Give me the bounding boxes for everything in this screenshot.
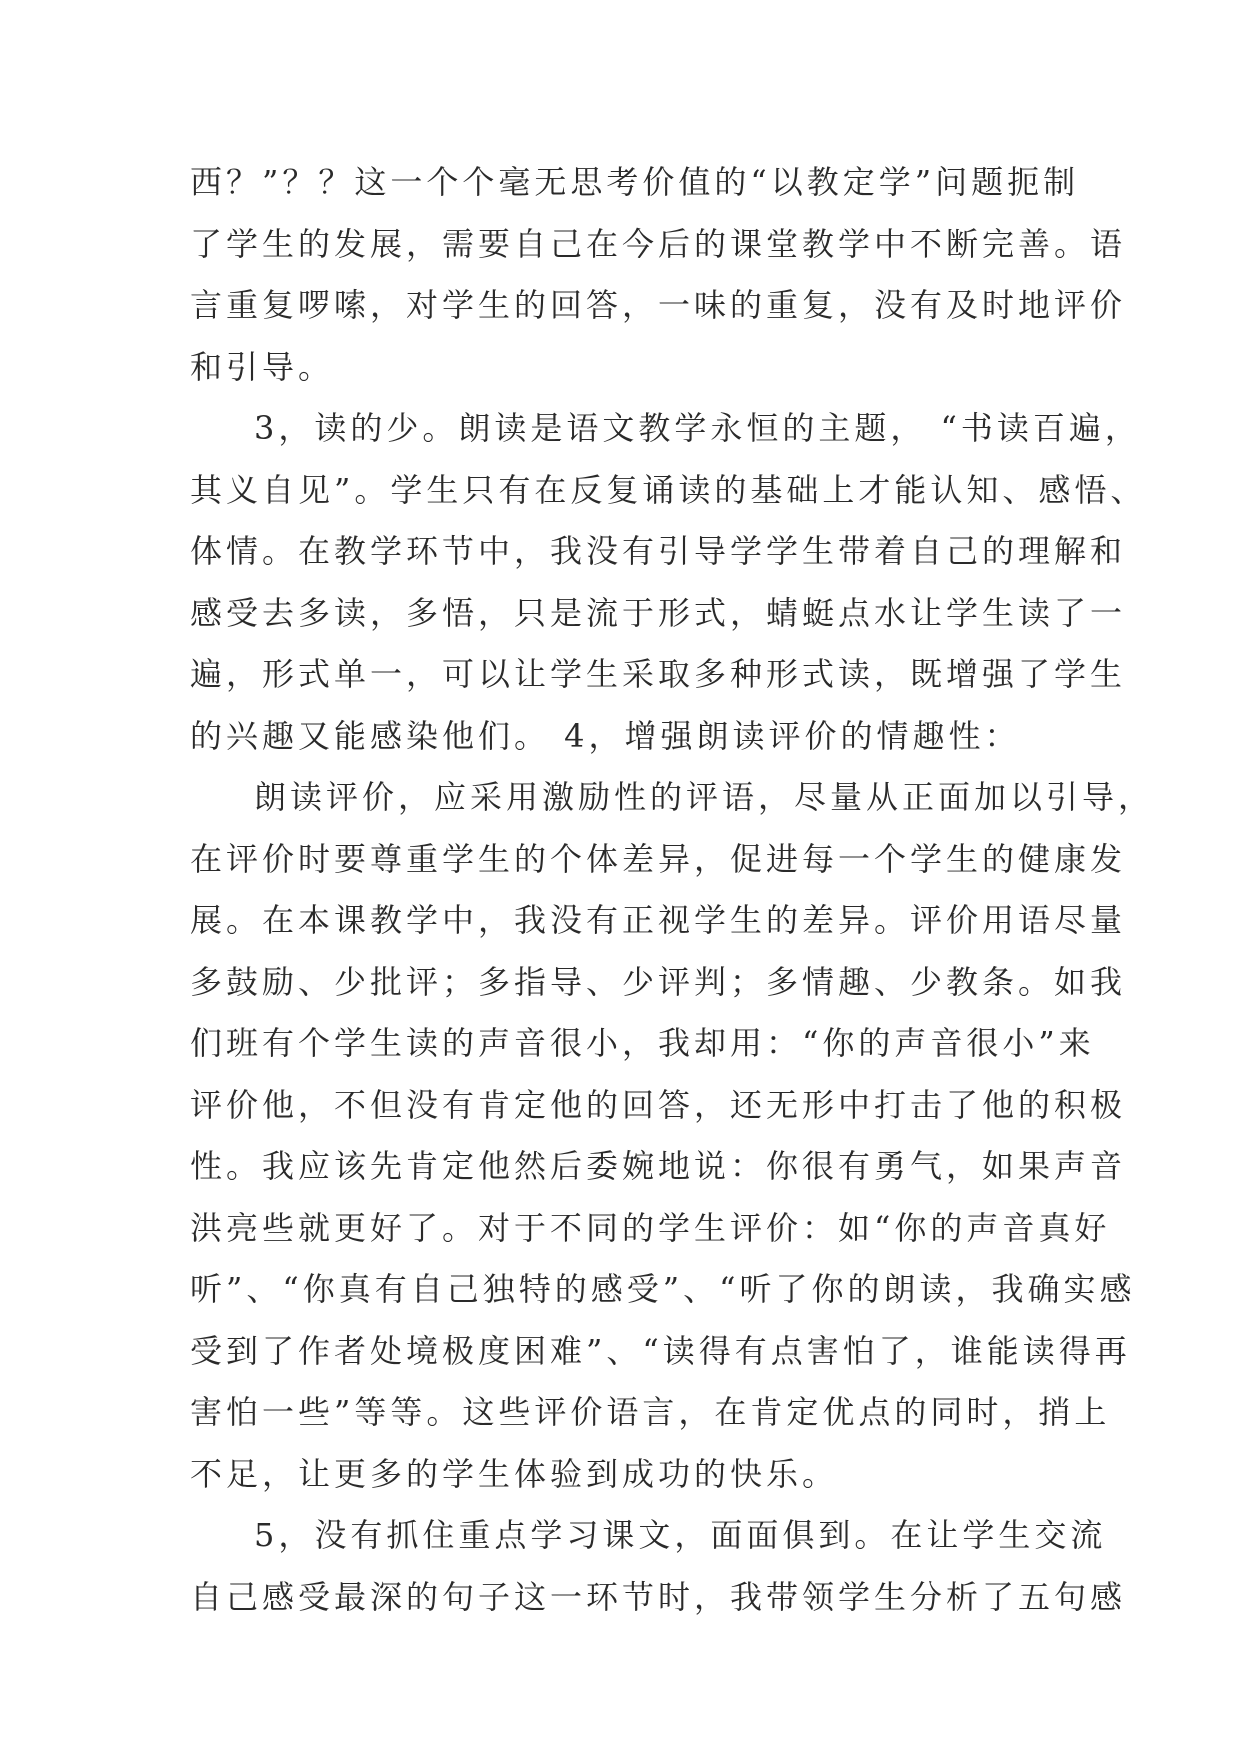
paragraph-1 [190, 152, 1127, 398]
text-line: 洪亮些就更好了。对于不同的学生评价：如“你的声音真好 [190, 1208, 1111, 1247]
text-line: 评价他，不但没有肯定他的回答，还无形中打击了他的积极 [190, 1085, 1127, 1124]
text-line: 性。我应该先肯定他然后委婉地说：你很有勇气，如果声音 [190, 1147, 1127, 1185]
text-line: 不足，让更多的学生体验到成功的快乐。 [190, 1454, 839, 1493]
paragraph-3 [190, 767, 1155, 1505]
text-line: 自己感受最深的句子这一环节时，我带领学生分析了五句感 [190, 1577, 1127, 1616]
text-line: 其义自见”。学生只有在反复诵读的基础上才能认知、感悟、 [190, 470, 1147, 509]
text-line: 言重复啰嗦，对学生的回答，一味的重复，没有及时地评价 [190, 286, 1127, 324]
text-line: 西？”？？这一个个毫无思考价值的“以教定学”问题扼制 [190, 163, 1080, 201]
paragraph-2 [190, 398, 1147, 767]
paragraph-4 [190, 1505, 1127, 1628]
text-line: 听”、“你真有自己独特的感受”、“听了你的朗读，我确实感 [190, 1270, 1136, 1308]
text-line: 多鼓励、少批评；多指导、少评判；多情趣、少教条。如我 [190, 962, 1127, 1001]
text-line: 和引导。 [190, 347, 335, 386]
text-line: 遍，形式单一，可以让学生采取多种形式读，既增强了学生 [190, 655, 1127, 693]
text-line: 感受去多读，多悟，只是流于形式，蜻蜓点水让学生读了一 [190, 593, 1127, 632]
text-line: 朗读评价，应采用激励性的评语，尽量从正面加以引导， [254, 778, 1155, 816]
text-line: 害怕一些”等等。这些评价语言，在肯定优点的同时，捎上 [190, 1393, 1111, 1431]
text-line: 受到了作者处境极度困难”、“读得有点害怕了，谁能读得再 [190, 1331, 1131, 1370]
text-line: 体情。在教学环节中，我没有引导学学生带着自己的理解和 [190, 532, 1127, 570]
text-line: 了学生的发展，需要自己在今后的课堂教学中不断完善。语 [190, 224, 1127, 263]
text-line: 在评价时要尊重学生的个体差异，促进每一个学生的健康发 [190, 839, 1127, 878]
text-line: 的兴趣又能感染他们。 4，增强朗读评价的情趣性： [190, 716, 1021, 755]
text-line: 3，读的少。朗读是语文教学永恒的主题， “书读百遍， [254, 409, 1141, 447]
text-line: 展。在本课教学中，我没有正视学生的差异。评价用语尽量 [190, 901, 1127, 939]
text-line: 们班有个学生读的声音很小，我却用：“你的声音很小”来 [190, 1024, 1095, 1062]
document-body [190, 152, 1155, 1628]
text-line: 5，没有抓住重点学习课文，面面俱到。在让学生交流 [254, 1516, 1107, 1554]
